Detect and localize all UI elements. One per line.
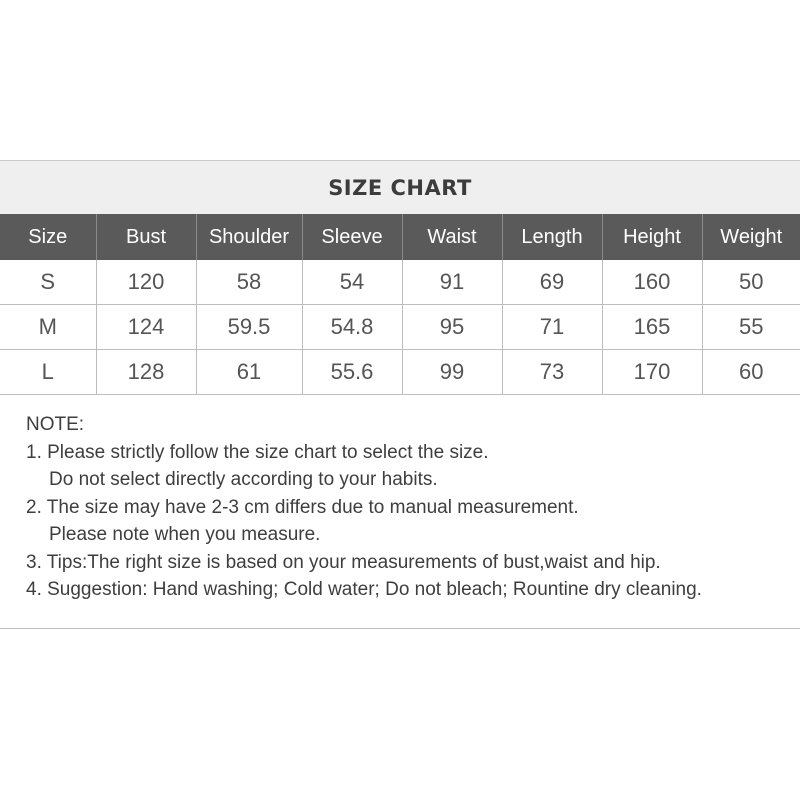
table-cell: L [0, 350, 96, 395]
table-cell: 95 [402, 305, 502, 350]
note-line-1-continued: Do not select directly according to your habits. [49, 469, 438, 490]
table-cell: 71 [502, 305, 602, 350]
header-shoulder: Shoulder [196, 214, 302, 260]
size-chart [0, 160, 800, 629]
size-table [0, 214, 800, 395]
note-line-2-continued: Please note when you measure. [49, 524, 321, 545]
table-cell: 54.8 [302, 305, 402, 350]
table-cell: 128 [96, 350, 196, 395]
table-cell: 165 [602, 305, 702, 350]
note-line-1: 1. Please strictly follow the size chart to select the size. [26, 441, 489, 463]
table-cell: 58 [196, 260, 302, 305]
table-cell: 59.5 [196, 305, 302, 350]
note-line-3: 3. Tips:The right size is based on your measurements of bust,waist and hip. [26, 551, 661, 573]
table-cell: 91 [402, 260, 502, 305]
table-cell: M [0, 305, 96, 350]
table-cell: 73 [502, 350, 602, 395]
table-cell: 54 [302, 260, 402, 305]
table-cell: 55 [702, 305, 800, 350]
header-height: Height [602, 214, 702, 260]
header-length: Length [502, 214, 602, 260]
title-bar [0, 160, 800, 214]
header-weight: Weight [702, 214, 800, 260]
note-line-2: 2. The size may have 2-3 cm differs due to manual measurement. [26, 496, 579, 518]
table-cell: 124 [96, 305, 196, 350]
table-cell: 120 [96, 260, 196, 305]
table-cell: 55.6 [302, 350, 402, 395]
table-cell: 170 [602, 350, 702, 395]
table-cell: 60 [702, 350, 800, 395]
header-bust: Bust [96, 214, 196, 260]
header-sleeve: Sleeve [302, 214, 402, 260]
table-cell: 61 [196, 350, 302, 395]
table-cell: 160 [602, 260, 702, 305]
table-cell: S [0, 260, 96, 305]
table-header-row [0, 214, 800, 260]
header-waist: Waist [402, 214, 502, 260]
notes-section [0, 395, 800, 629]
table-cell: 99 [402, 350, 502, 395]
table-cell: 50 [702, 260, 800, 305]
table-row [0, 350, 800, 395]
chart-title: SIZE CHART [328, 175, 472, 200]
table-row [0, 305, 800, 350]
notes-heading: NOTE: [26, 414, 85, 435]
table-cell: 69 [502, 260, 602, 305]
note-line-4: 4. Suggestion: Hand washing; Cold water; Do not bleach; Rountine dry cleaning. [26, 579, 702, 600]
table-row [0, 260, 800, 305]
header-size: Size [0, 214, 96, 260]
